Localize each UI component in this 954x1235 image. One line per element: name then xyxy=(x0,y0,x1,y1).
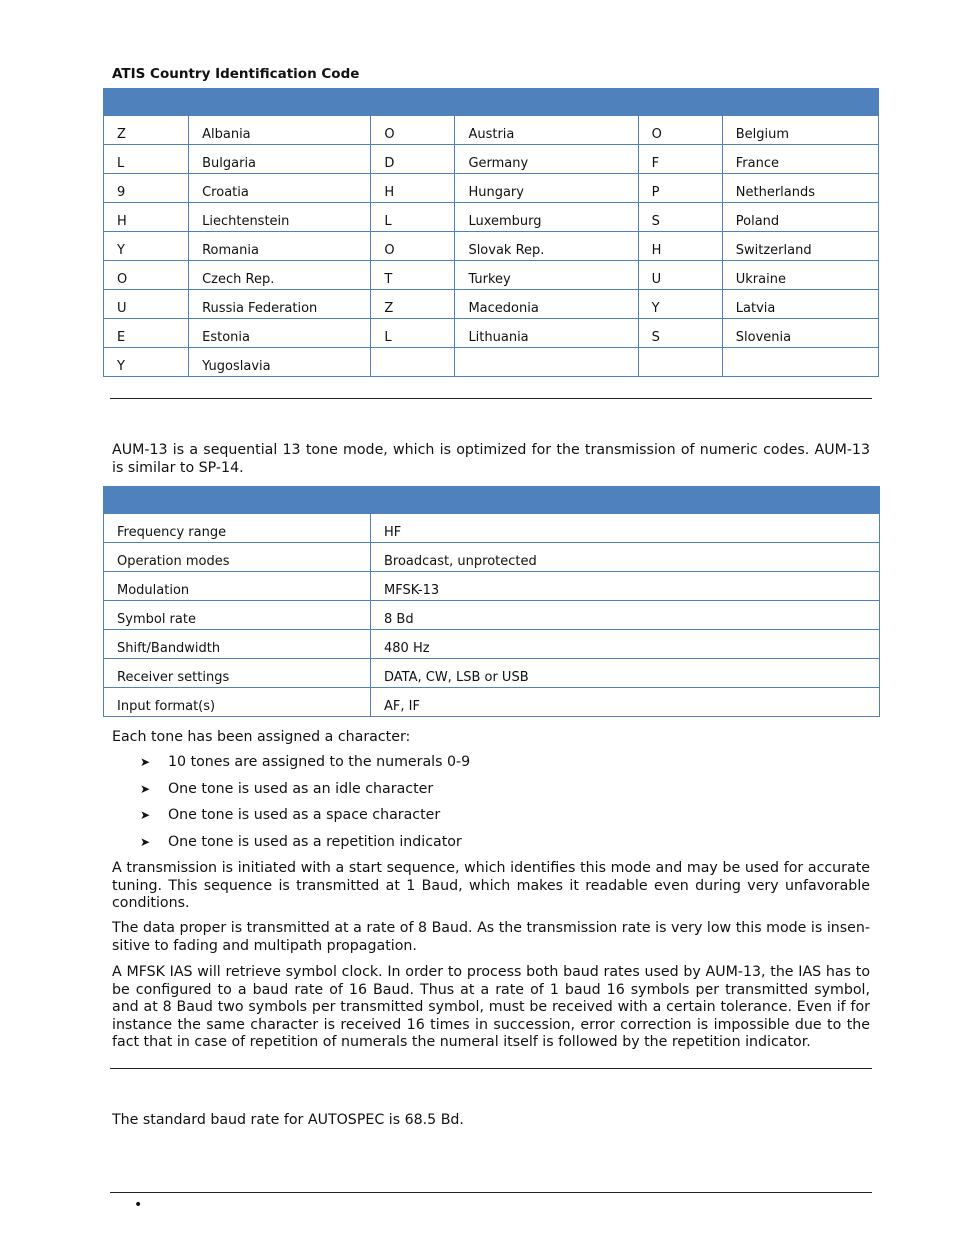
country-name-cell: Germany xyxy=(455,145,638,174)
table-row xyxy=(104,688,880,717)
aum-parameters-table xyxy=(103,486,880,717)
country-code-cell: U xyxy=(104,290,189,319)
country-name-cell: Croatia xyxy=(189,174,371,203)
parameter-value-cell: DATA, CW, LSB or USB xyxy=(371,659,880,688)
bullet-text: One tone is used as a repetition indicator xyxy=(168,833,462,850)
list-item xyxy=(140,834,470,861)
ias-paragraph: A MFSK IAS will retrieve symbol clock. In order to process both baud rates used by AUM-13, the IAS has to be configured to a baud rate of 16 Baud. Thus at a rate of 1 baud 16 symbols per transmitted symbol, and at 8 Baud two symbols per transmitted symbol, must be received with a certain tolerance. Even if for instance the same character is received 16 times in succession, error correction is impossible due to the fact that in case of repetition of numerals the numeral itself is followed by the repetition indicator. xyxy=(112,964,870,1050)
atis-header-cell xyxy=(104,89,371,116)
country-code-cell: O xyxy=(371,116,455,145)
country-name-cell: Luxemburg xyxy=(455,203,638,232)
parameter-name-cell: Input format(s) xyxy=(104,688,371,717)
country-code-cell: O xyxy=(371,232,455,261)
aum-intro-text: AUM-13 is a sequential 13 tone mode, which is optimized for the transmission of numeric codes. AUM-13 is similar to SP-14. xyxy=(112,442,870,476)
parameter-value-cell: MFSK-13 xyxy=(371,572,880,601)
country-code-cell: Y xyxy=(104,232,189,261)
table-row xyxy=(104,116,879,145)
footer-bullet: • xyxy=(134,1197,143,1213)
country-code-cell: H xyxy=(371,174,455,203)
arrow-bullet-icon: ➤ xyxy=(140,755,151,769)
table-row xyxy=(104,145,879,174)
parameter-name-cell: Symbol rate xyxy=(104,601,371,630)
country-name-cell xyxy=(455,348,638,377)
list-item xyxy=(140,754,470,781)
country-name-cell: Yugoslavia xyxy=(189,348,371,377)
country-code-cell: O xyxy=(104,261,189,290)
start-sequence-paragraph: A transmission is initiated with a start sequence, which identifies this mode and may be used for accurate tuning. This sequence is transmitted at 1 Baud, which makes it readable even during very unfavorable conditions. xyxy=(112,860,870,911)
country-name-cell: Russia Federation xyxy=(189,290,371,319)
table-row xyxy=(104,543,880,572)
country-code-cell: S xyxy=(638,319,722,348)
parameter-value-cell: Broadcast, unprotected xyxy=(371,543,880,572)
country-code-cell: Y xyxy=(638,290,722,319)
country-name-cell xyxy=(722,348,878,377)
country-code-cell: L xyxy=(371,203,455,232)
country-name-cell: Czech Rep. xyxy=(189,261,371,290)
table-row xyxy=(104,203,879,232)
country-name-cell: Macedonia xyxy=(455,290,638,319)
parameter-value-cell: 480 Hz xyxy=(371,630,880,659)
parameter-value-cell: 8 Bd xyxy=(371,601,880,630)
country-code-cell: Z xyxy=(104,116,189,145)
table-row xyxy=(104,319,879,348)
country-name-cell: Romania xyxy=(189,232,371,261)
parameter-name-cell: Modulation xyxy=(104,572,371,601)
country-code-cell xyxy=(371,348,455,377)
country-name-cell: Turkey xyxy=(455,261,638,290)
section-divider xyxy=(110,398,872,399)
country-code-cell: H xyxy=(638,232,722,261)
aum-header-cell xyxy=(104,487,371,514)
bullet-text: 10 tones are assigned to the numerals 0-9 xyxy=(168,754,471,770)
table-row xyxy=(104,174,879,203)
footer-divider xyxy=(110,1192,872,1193)
data-rate-paragraph: The data proper is transmitted at a rate of 8 Baud. As the transmission rate is very low this mode is insen-sitive to fading and multipath propagation. xyxy=(112,920,870,954)
aum-table-header xyxy=(104,487,880,514)
atis-table-header xyxy=(104,89,879,116)
country-code-cell: H xyxy=(104,203,189,232)
table-row xyxy=(104,601,880,630)
aum-header-cell xyxy=(371,487,880,514)
country-code-cell: O xyxy=(638,116,722,145)
bullet-text: One tone is used as a space character xyxy=(168,807,441,823)
country-code-cell: E xyxy=(104,319,189,348)
country-code-cell: T xyxy=(371,261,455,290)
section-divider xyxy=(110,1068,872,1069)
atis-header-cell xyxy=(371,89,879,116)
parameter-value-cell: AF, IF xyxy=(371,688,880,717)
atis-country-code-table xyxy=(103,88,879,377)
country-code-cell: F xyxy=(638,145,722,174)
table-row xyxy=(104,232,879,261)
country-name-cell: Lithuania xyxy=(455,319,638,348)
country-name-cell: Austria xyxy=(455,116,638,145)
country-name-cell: Poland xyxy=(722,203,878,232)
country-name-cell: Albania xyxy=(189,116,371,145)
country-name-cell: Belgium xyxy=(722,116,878,145)
tone-intro-text: Each tone has been assigned a character: xyxy=(112,729,411,745)
table-row xyxy=(104,514,880,543)
list-item xyxy=(140,781,470,808)
bullet-text: One tone is used as an idle character xyxy=(168,780,434,797)
table-row xyxy=(104,261,879,290)
arrow-bullet-icon: ➤ xyxy=(140,834,151,849)
table-row xyxy=(104,630,880,659)
parameter-name-cell: Frequency range xyxy=(104,514,371,543)
table-row xyxy=(104,572,880,601)
country-name-cell: France xyxy=(722,145,878,174)
country-name-cell: Estonia xyxy=(189,319,371,348)
country-code-cell: L xyxy=(371,319,455,348)
country-code-cell xyxy=(638,348,722,377)
table-row xyxy=(104,348,879,377)
country-name-cell: Slovak Rep. xyxy=(455,232,638,261)
country-name-cell: Bulgaria xyxy=(189,145,371,174)
country-name-cell: Slovenia xyxy=(722,319,878,348)
country-code-cell: P xyxy=(638,174,722,203)
atis-title: ATIS Country Identification Code xyxy=(112,66,360,82)
country-code-cell: Z xyxy=(371,290,455,319)
country-code-cell: D xyxy=(371,145,455,174)
country-code-cell: U xyxy=(638,261,722,290)
list-item xyxy=(140,807,470,834)
country-code-cell: L xyxy=(104,145,189,174)
parameter-value-cell: HF xyxy=(371,514,880,543)
country-name-cell: Netherlands xyxy=(722,174,878,203)
autospec-text: The standard baud rate for AUTOSPEC is 68.5 Bd. xyxy=(112,1112,464,1128)
tone-bullet-list xyxy=(140,754,470,860)
country-code-cell: 9 xyxy=(104,174,189,203)
arrow-bullet-icon: ➤ xyxy=(140,808,151,822)
country-code-cell: S xyxy=(638,203,722,232)
table-row xyxy=(104,659,880,688)
parameter-name-cell: Shift/Bandwidth xyxy=(104,630,371,659)
country-name-cell: Hungary xyxy=(455,174,638,203)
country-name-cell: Switzerland xyxy=(722,232,878,261)
table-row xyxy=(104,290,879,319)
country-name-cell: Liechtenstein xyxy=(189,203,371,232)
country-code-cell: Y xyxy=(104,348,189,377)
country-name-cell: Ukraine xyxy=(722,261,878,290)
country-name-cell: Latvia xyxy=(722,290,878,319)
parameter-name-cell: Operation modes xyxy=(104,543,371,572)
arrow-bullet-icon: ➤ xyxy=(140,781,151,796)
parameter-name-cell: Receiver settings xyxy=(104,659,371,688)
